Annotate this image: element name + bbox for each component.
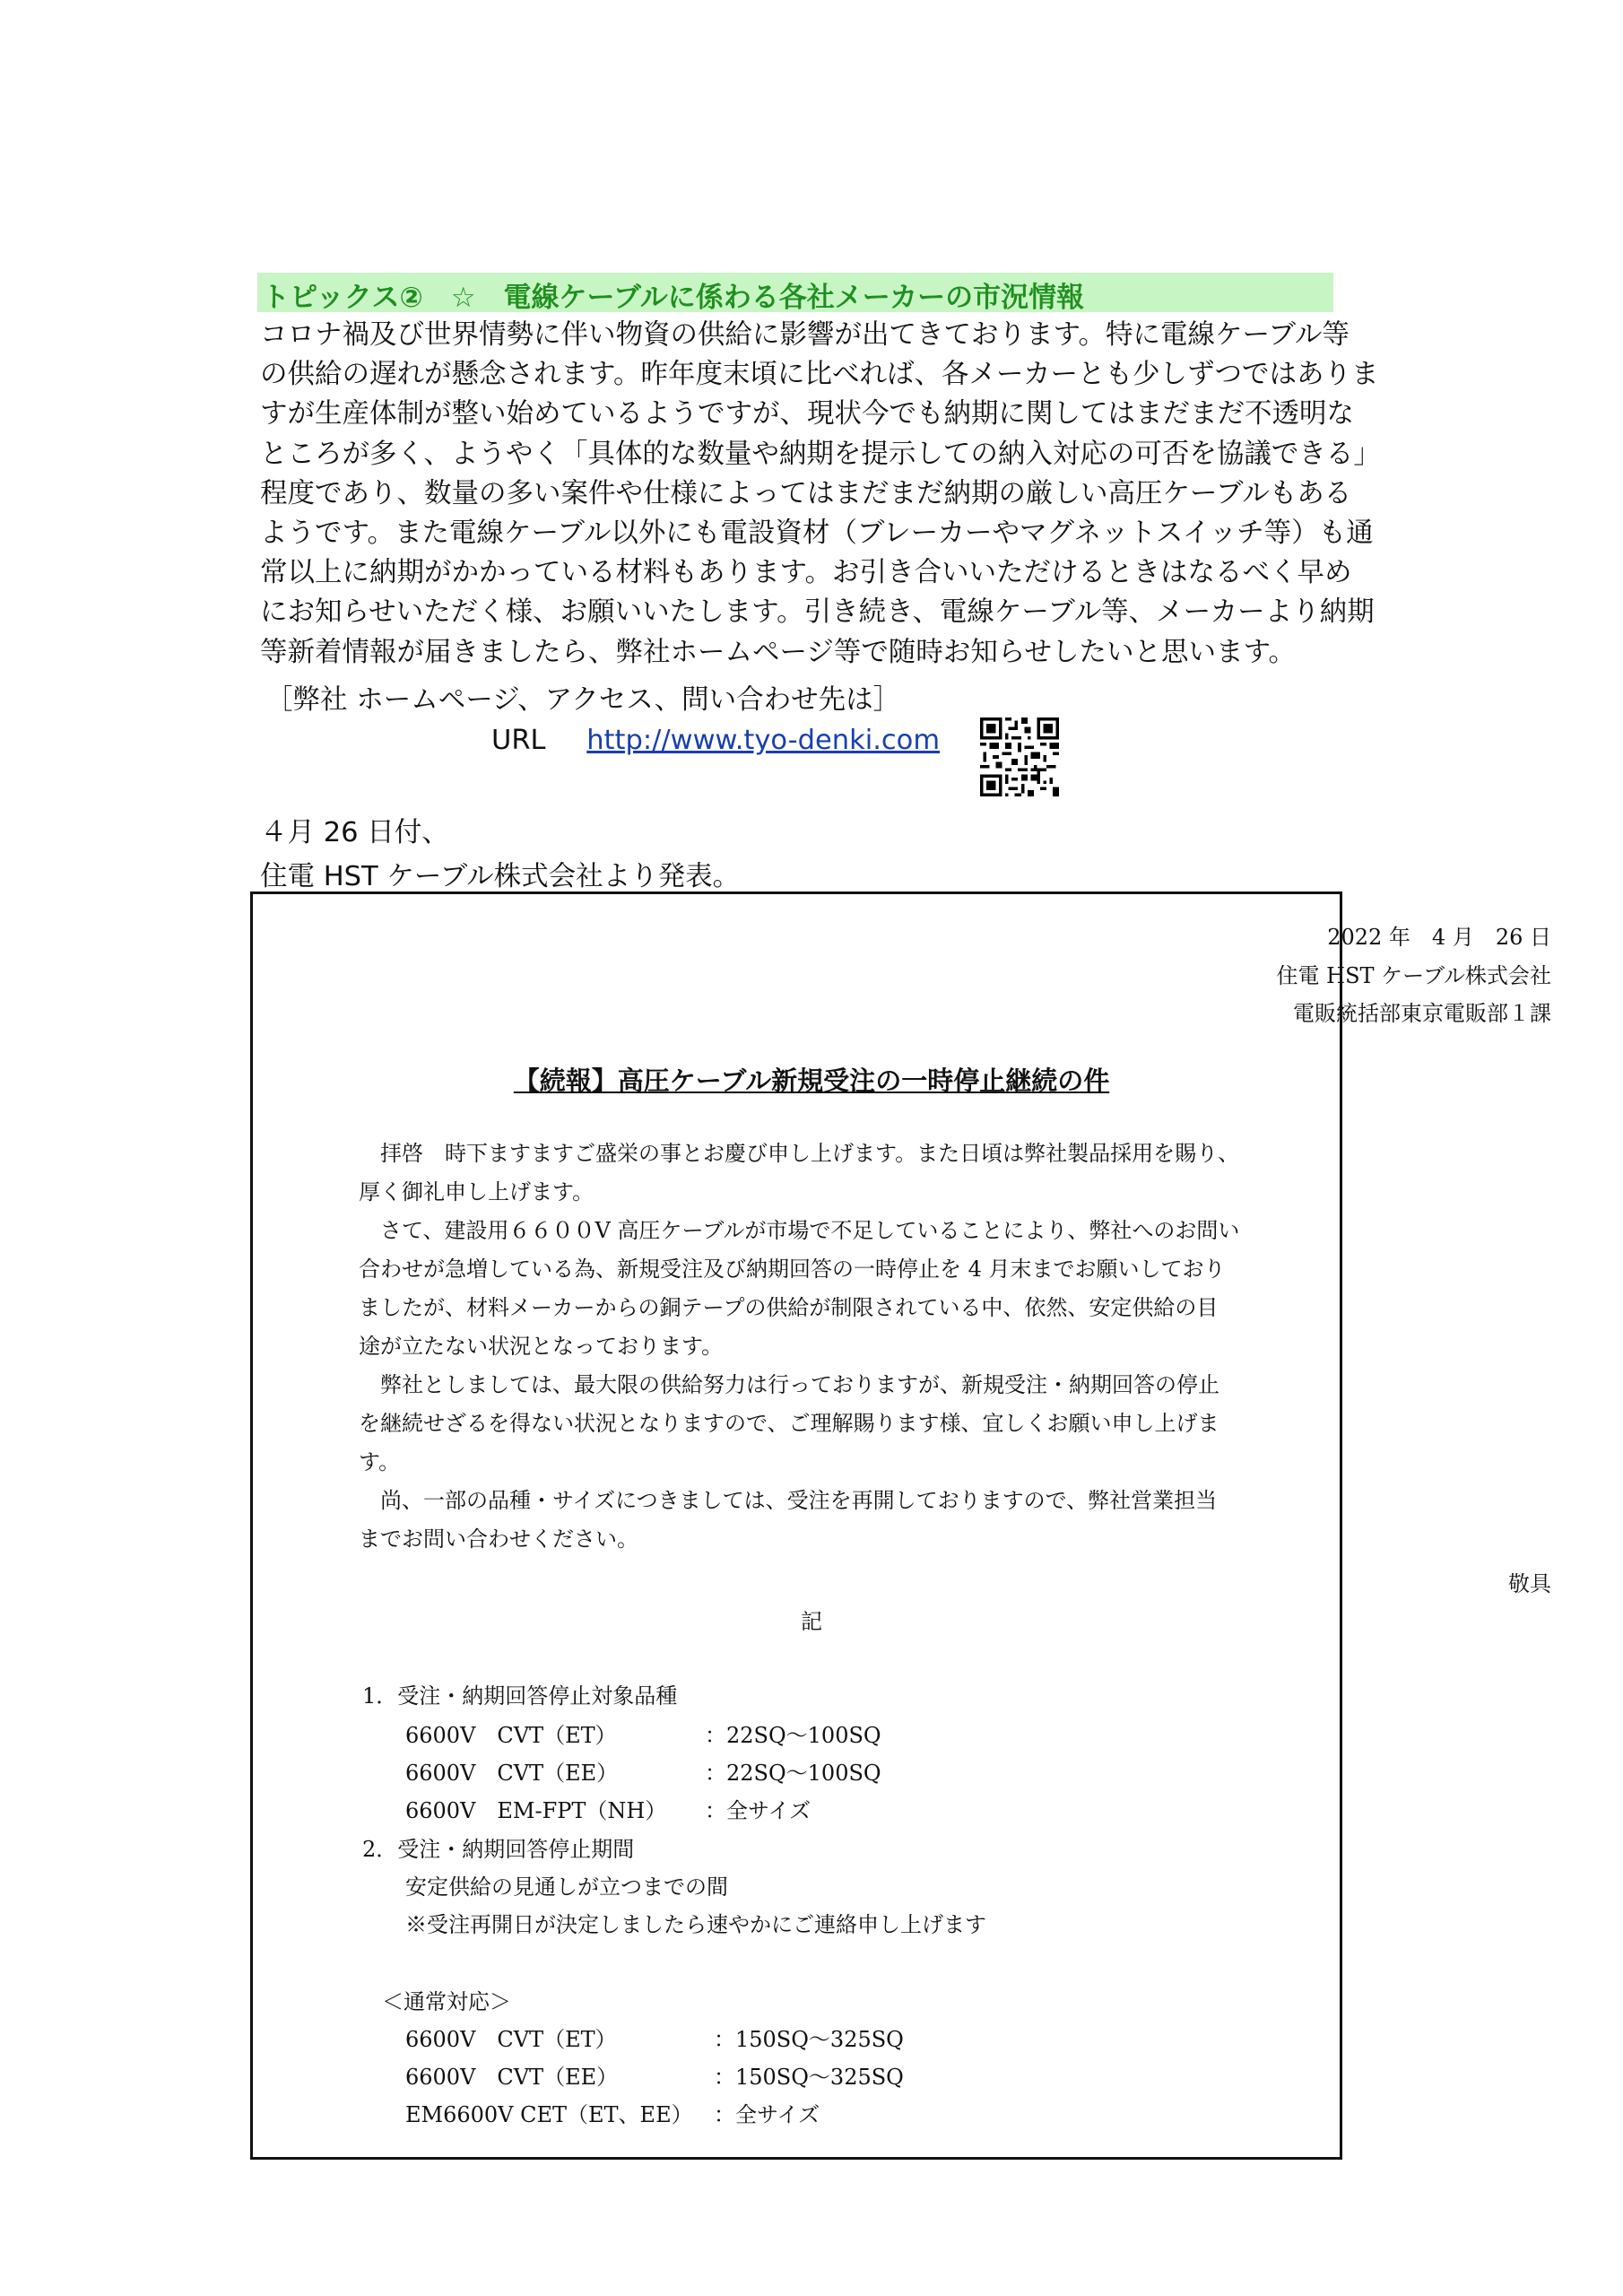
section-1-item — [405, 1718, 881, 1749]
notice-title-text: 【続報】高圧ケーブル新規受注の一時停止継続の件 — [513, 1065, 1110, 1096]
notice-line: 厚く御礼申し上げます。 — [359, 1179, 595, 1205]
notice-line: 弊社としましては、最大限の供給努力は行っておりますが、新規受注・納期回答の停止 — [380, 1372, 1219, 1397]
item-size: ：150SQ～325SQ — [714, 2027, 904, 2052]
normal-item — [405, 2097, 820, 2128]
section-1-item — [405, 1793, 812, 1824]
url-label: URL — [491, 725, 546, 756]
item-size: ：全サイズ — [705, 1798, 812, 1823]
item-product: 6600V CVT（ET） — [405, 2027, 617, 2052]
section-2-period: 安定供給の見通しが立つまでの間 — [405, 1874, 728, 1900]
item-product: 6600V CVT（EE） — [405, 1761, 619, 1786]
website-link[interactable]: http://www.tyo-denki.com — [586, 725, 941, 756]
intro-line: コロナ禍及び世界情勢に伴い物資の供給に影響が出てきております。特に電線ケーブル等 — [260, 319, 1350, 351]
notice-date: 2022 年 4 月 26 日 — [1327, 925, 1551, 950]
topic-title: トピックス② ☆ 電線ケーブルに係わる各社メーカーの市況情報 — [262, 282, 1085, 314]
intro-line: ようです。また電線ケーブル以外にも電設資材（ブレーカーやマグネットスイッチ等）も通 — [260, 517, 1374, 549]
notice-line: ましたが、材料メーカーからの銅テープの供給が制限されている中、依然、安定供給の目 — [359, 1295, 1219, 1320]
item-product: 6600V CVT（ET） — [405, 1723, 617, 1748]
notice-line: さて、建設用６６００V 高圧ケーブルが市場で不足していることにより、弊社へのお問い — [380, 1218, 1240, 1243]
item-size: ：150SQ～325SQ — [714, 2065, 904, 2090]
normal-item — [405, 2022, 904, 2053]
notice-title — [0, 1061, 1623, 1098]
notice-paragraph-2 — [359, 1212, 1273, 1366]
qr-code-icon — [980, 718, 1059, 796]
item-size: ：全サイズ — [714, 2102, 820, 2127]
intro-line: ところが多く、ようやく「具体的な数量や納期を提示しての納入対応の可否を協議できる」 — [260, 438, 1381, 470]
notice-line: を継続せざるを得ない状況となりますので、ご理解賜ります様、宜しくお願い申し上げま — [359, 1411, 1219, 1436]
notice-ki: 記 — [801, 1609, 822, 1634]
notice-company: 住電 HST ケーブル株式会社 — [1276, 963, 1551, 988]
notice-paragraph-1 — [359, 1135, 1273, 1212]
notice-line: 合わせが急増している為、新規受注及び納期回答の一時停止を 4 月末までお願いしており — [359, 1257, 1226, 1282]
intro-line: 常以上に納期がかかっている材料もあります。お引き合いいただけるときはなるべく早め — [260, 557, 1352, 589]
normal-heading: ＜通常対応＞ — [382, 1989, 511, 2014]
release-source: 住電 HST ケーブル株式会社より発表。 — [260, 861, 741, 892]
section-1-item — [405, 1755, 881, 1787]
intro-line: 程度であり、数量の多い案件や仕様によってはまだまだ納期の厳しい高圧ケーブルもある — [260, 477, 1352, 509]
item-size: ：22SQ～100SQ — [705, 1761, 881, 1786]
notice-paragraph-4 — [359, 1482, 1273, 1559]
intro-line: 等新着情報が届きましたら、弊社ホームページ等で随時お知らせしたいと思います。 — [260, 636, 1297, 668]
notice-line: 尚、一部の品種・サイズにつきましては、受注を再開しておりますので、弊社営業担当 — [380, 1488, 1218, 1513]
intro-line: にお知らせいただく様、お願いいたします。引き続き、電線ケーブル等、メーカーより納期 — [260, 596, 1375, 629]
section-2-note: ※受注再開日が決定しましたら速やかにご連絡申し上げます — [405, 1912, 986, 1937]
item-product: EM6600V CET（ET、EE） — [405, 2102, 693, 2127]
item-product: 6600V CVT（EE） — [405, 2065, 619, 2090]
intro-line: すが生産体制が整い始めているようですが、現状今でも納期に関してはまだまだ不透明な — [260, 398, 1354, 430]
notice-line: 途が立たない状況となっております。 — [359, 1334, 724, 1359]
notice-department: 電販統括部東京電販部１課 — [1293, 1001, 1551, 1026]
section-1-heading: 1．受注・納期回答停止対象品種 — [362, 1683, 678, 1709]
normal-item — [405, 2059, 904, 2091]
item-size: ：22SQ～100SQ — [705, 1723, 881, 1748]
contact-line: ［弊社 ホームページ、アクセス、問い合わせ先は］ — [265, 684, 901, 716]
notice-line: 拝啓 時下ますますご盛栄の事とお慶び申し上げます。また日頃は弊社製品採用を賜り、 — [380, 1141, 1240, 1166]
item-product: 6600V EM-FPT（NH） — [405, 1798, 667, 1823]
notice-line: までお問い合わせください。 — [359, 1526, 638, 1552]
intro-paragraph — [260, 316, 1390, 673]
release-date: ４月 26 日付、 — [260, 817, 449, 848]
notice-closing: 敬具 — [1508, 1571, 1551, 1596]
section-2-heading: 2．受注・納期回答停止期間 — [362, 1837, 635, 1862]
url-row — [491, 725, 940, 756]
notice-line: す。 — [359, 1449, 401, 1474]
notice-paragraph-3 — [359, 1366, 1273, 1482]
intro-line: の供給の遅れが懸念されます。昨年度末頃に比べれば、各メーカーとも少しずつではありま — [260, 359, 1379, 391]
